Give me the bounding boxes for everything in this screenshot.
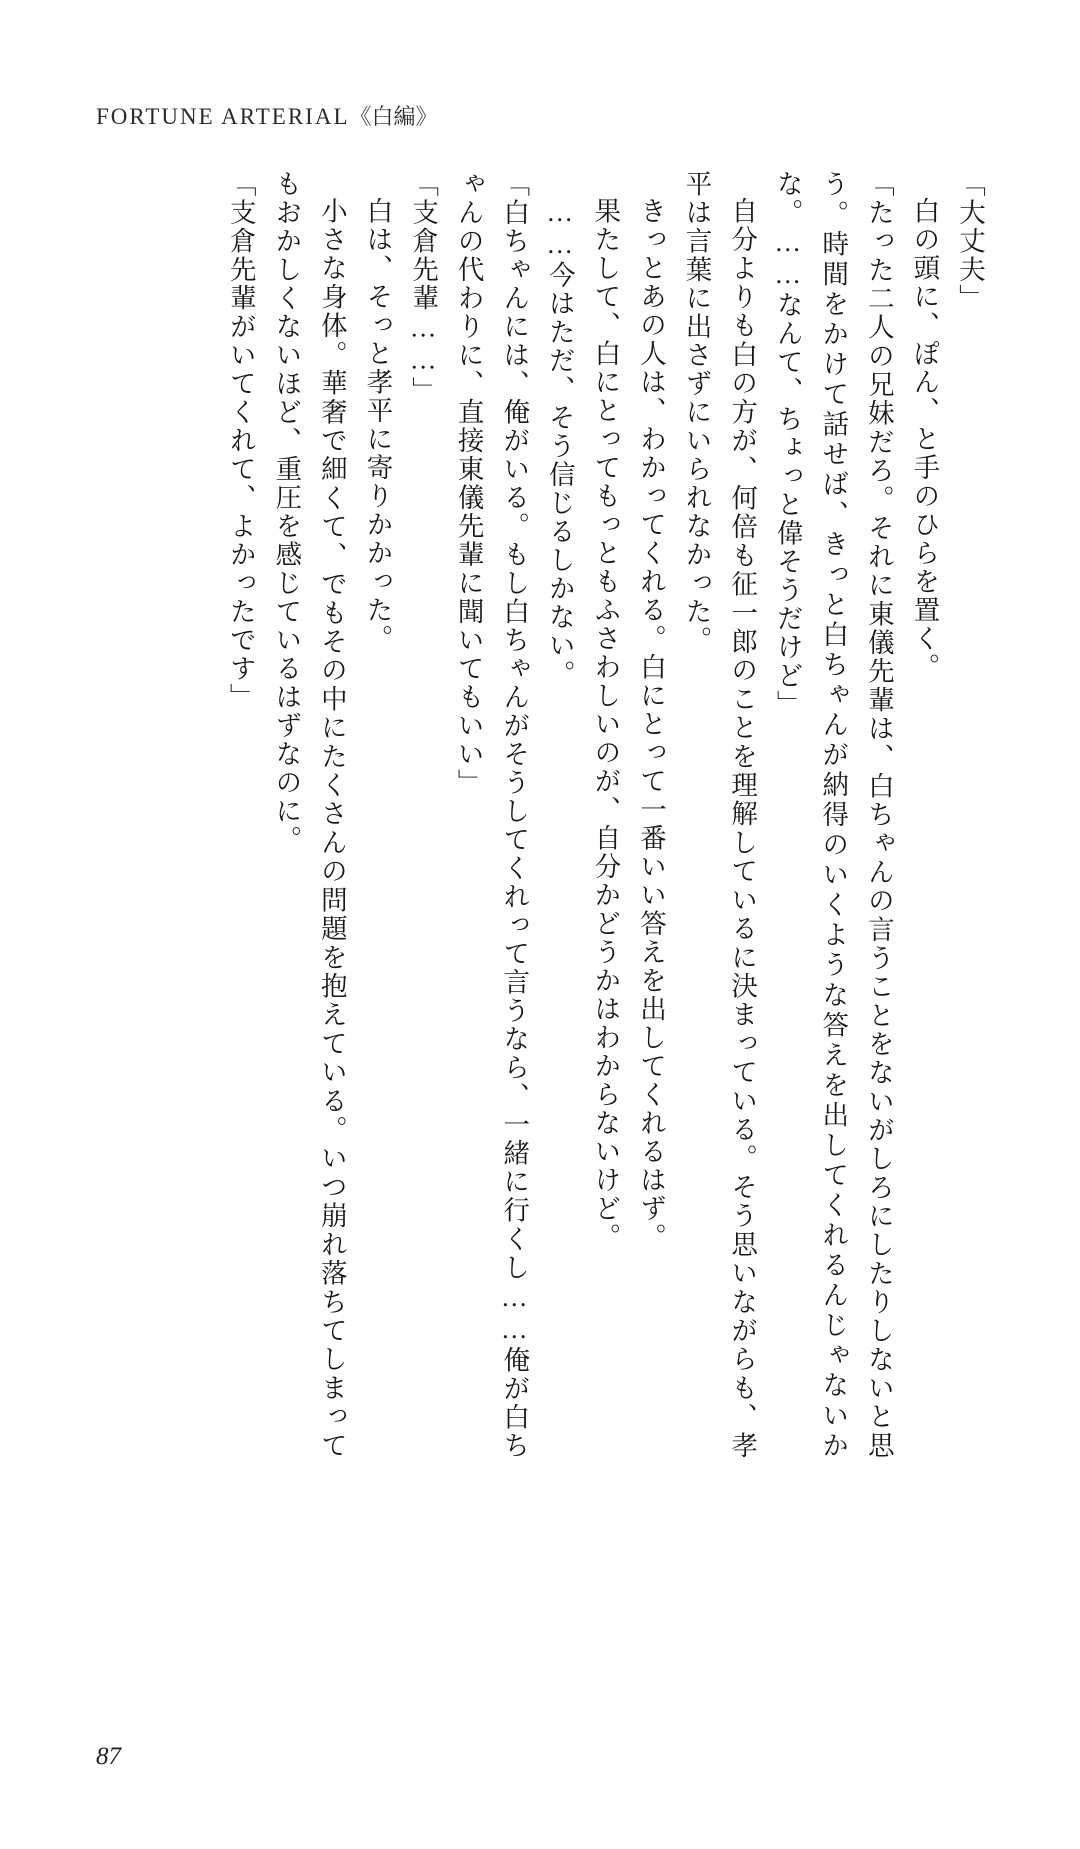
paragraph: 「支倉先輩……」 [408,170,439,405]
page-number: 87 [96,1743,121,1770]
paragraph: 白は、そっと孝平に寄りかかった。 [362,197,393,653]
paragraph: きっとあの人は、わかってくれる。白にとって一番いい答えを出してくれるはず。 [635,197,666,1252]
running-head [96,100,438,131]
paragraph: ……今はただ、そう信じるしかない。 [544,197,575,689]
page-body-text [112,170,992,1460]
paragraph: 果たして、白にとってもっともふさわしいのが、自分かどうかはわからないけど。 [590,197,621,1252]
paragraph: 「たった二人の兄妹だろ。それに東儀先輩は、白ちゃんの言うことをないがしろにしたりしないと思う。時間をかけて話せば、きっと白ちゃんが納得のいくような答えを出してくれるんじゃないかな。……なんて、ちょっと偉そうだけど」 [772,170,894,1460]
paragraph: 自分よりも白の方が、何倍も征一郎のことを理解しているに決まっている。そう思いながらも、孝平は言葉に出さずにいられなかった。 [681,170,758,1460]
running-head-series: FORTUNE ARTERIAL [96,104,350,129]
running-head-volume: 《白編》 [349,104,438,129]
paragraph: 「大丈夫」 [955,170,985,313]
paragraph: 小さな身体。華奢で細くて、でもその中にたくさんの問題を抱えている。いつ崩れ落ちてしまってもおかしくないほど、重圧を感じているはずなのに。 [271,170,347,1460]
paragraph: 「白ちゃんには、俺がいる。もし白ちゃんがそうしてくれって言うなら、一緒に行くし……俺が白ちゃんの代わりに、直接東儀先輩に聞いてもいい」 [453,170,530,1460]
paragraph: 「支倉先輩がいてくれて、よかったです」 [225,170,256,712]
paragraph: 白の頭に、ぽん、と手のひらを置く。 [909,197,940,682]
